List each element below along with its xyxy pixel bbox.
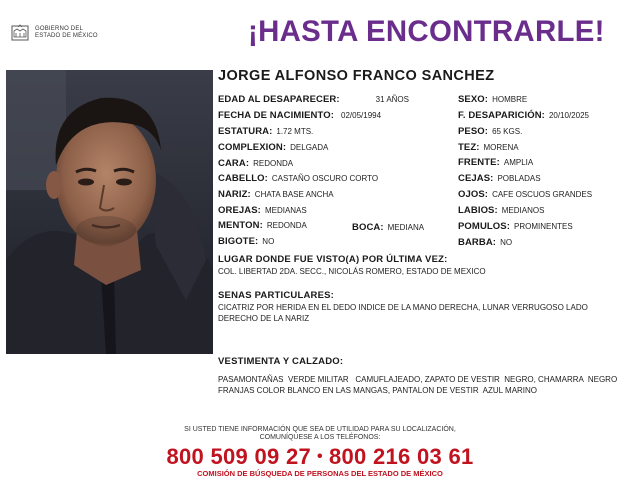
portrait-illustration bbox=[6, 70, 213, 354]
field-labios bbox=[458, 205, 544, 217]
logo-text bbox=[35, 26, 98, 40]
person-name: JORGE ALFONSO FRANCO SANCHEZ bbox=[218, 68, 495, 84]
field-value: MEDIANAS bbox=[264, 206, 307, 215]
marks-title: SENAS PARTICULARES: bbox=[218, 290, 335, 301]
field-ojos bbox=[458, 189, 592, 201]
field-label: COMPLEXION: bbox=[218, 142, 287, 153]
commission-name: COMISIÓN DE BÚSQUEDA DE PERSONAS DEL ESTADO DE MÉXICO bbox=[197, 469, 443, 478]
field-value: POBLADAS bbox=[497, 174, 541, 183]
field-value: 65 KGS. bbox=[492, 127, 523, 136]
clothing-title: VESTIMENTA Y CALZADO: bbox=[218, 356, 344, 367]
field-peso bbox=[458, 126, 522, 138]
last-seen-title: LUGAR DONDE FUE VISTO(A) POR ÚLTIMA VEZ: bbox=[218, 254, 448, 265]
field-label: BOCA: bbox=[352, 222, 384, 233]
field-value: 1.72 MTS. bbox=[276, 127, 314, 136]
state-seal-icon bbox=[10, 23, 30, 43]
field-value: DELGADA bbox=[290, 143, 329, 152]
field-label: NARIZ: bbox=[218, 189, 251, 200]
field-label: BIGOTE: bbox=[218, 236, 259, 247]
field-value: MORENA bbox=[483, 143, 519, 152]
field-bigote bbox=[218, 236, 274, 248]
field-value: NO bbox=[262, 237, 275, 246]
state-government-logo bbox=[10, 22, 130, 44]
field-tez bbox=[458, 142, 519, 154]
field-label: POMULOS: bbox=[458, 221, 510, 232]
missing-person-photo bbox=[6, 70, 213, 354]
field-nariz bbox=[218, 189, 334, 201]
field-label: FRENTE: bbox=[458, 157, 500, 168]
field-desaparicion bbox=[458, 110, 589, 122]
field-complexion bbox=[218, 142, 328, 154]
footer-note-line1: SI USTED TIENE INFORMACIÓN QUE SEA DE UTILIDAD PARA SU LOCALIZACIÓN, bbox=[184, 426, 456, 433]
field-value: MEDIANA bbox=[387, 223, 425, 232]
field-label: MENTON: bbox=[218, 220, 263, 231]
field-value: REDONDA bbox=[253, 159, 294, 168]
field-nacimiento bbox=[218, 110, 381, 122]
field-cara bbox=[218, 158, 293, 170]
field-value: CAFE OSCUOS GRANDES bbox=[492, 190, 593, 199]
field-frente bbox=[458, 157, 533, 169]
field-label: ESTATURA: bbox=[218, 126, 273, 137]
field-boca bbox=[352, 222, 424, 234]
phone-numbers bbox=[90, 444, 550, 470]
phone-number-2[interactable]: 800 216 03 61 bbox=[328, 444, 474, 469]
field-value: MEDIANOS bbox=[501, 206, 545, 215]
field-value: 31 AÑOS bbox=[375, 95, 409, 104]
field-label: SEXO: bbox=[458, 94, 489, 105]
field-cabello bbox=[218, 173, 378, 185]
field-value: AMPLIA bbox=[503, 158, 534, 167]
field-value: REDONDA bbox=[266, 221, 307, 230]
field-label: FECHA DE NACIMIENTO: bbox=[218, 110, 334, 121]
field-label: OREJAS: bbox=[218, 205, 261, 216]
field-value: 02/05/1994 bbox=[341, 111, 382, 120]
last-seen-text: COL. LIBERTAD 2DA. SECC., NICOLÁS ROMERO, ESTADO DE MEXICO bbox=[218, 267, 486, 276]
field-label: F. DESAPARICIÓN: bbox=[458, 110, 545, 121]
field-cejas bbox=[458, 173, 541, 185]
field-value: CASTAÑO OSCURO CORTO bbox=[271, 174, 379, 183]
phone-separator: • bbox=[317, 448, 323, 465]
field-pomulos bbox=[458, 221, 573, 233]
headline: ¡HASTA ENCONTRARLE! bbox=[248, 15, 605, 48]
field-edad bbox=[218, 94, 409, 106]
field-label: PESO: bbox=[458, 126, 489, 137]
field-label: CABELLO: bbox=[218, 173, 268, 184]
field-label: LABIOS: bbox=[458, 205, 498, 216]
phone-number-1[interactable]: 800 509 09 27 bbox=[166, 444, 312, 469]
field-label: OJOS: bbox=[458, 189, 489, 200]
field-orejas bbox=[218, 205, 307, 217]
field-label: EDAD AL DESAPARECER: bbox=[218, 94, 340, 105]
footer-note bbox=[120, 426, 520, 442]
logo-text-line2: ESTADO DE MÉXICO bbox=[35, 33, 98, 39]
field-sexo bbox=[458, 94, 527, 106]
field-estatura bbox=[218, 126, 313, 138]
clothing-text: PASAMONTAÑAS VERDE MILITAR CAMUFLAJEADO, ZAPATO DE VESTIR NEGRO, CHAMARRA NEGRO FRANJAS COLOR BLANCO EN LAS MANGAS, PANTALON DE VESTIR AZUL MARINO bbox=[218, 375, 624, 395]
field-value: PROMINENTES bbox=[514, 222, 573, 231]
field-menton bbox=[218, 220, 307, 232]
field-barba bbox=[458, 237, 512, 249]
footer-note-line2: COMUNÍQUESE A LOS TELÉFONOS: bbox=[259, 434, 381, 441]
field-value: NO bbox=[500, 238, 513, 247]
field-value: HOMBRE bbox=[492, 95, 528, 104]
marks-text: CICATRIZ POR HERIDA EN EL DEDO INDICE DE LA MANO DERECHA, LUNAR VERRUGOSO LADO DERECHO DE LA NARIZ bbox=[218, 303, 588, 323]
field-label: CEJAS: bbox=[458, 173, 494, 184]
field-label: TEZ: bbox=[458, 142, 480, 153]
field-value: 20/10/2025 bbox=[548, 111, 589, 120]
field-value: CHATA BASE ANCHA bbox=[254, 190, 334, 199]
field-label: BARBA: bbox=[458, 237, 497, 248]
field-label: CARA: bbox=[218, 158, 250, 169]
logo-text-line1: GOBIERNO DEL bbox=[35, 26, 84, 32]
